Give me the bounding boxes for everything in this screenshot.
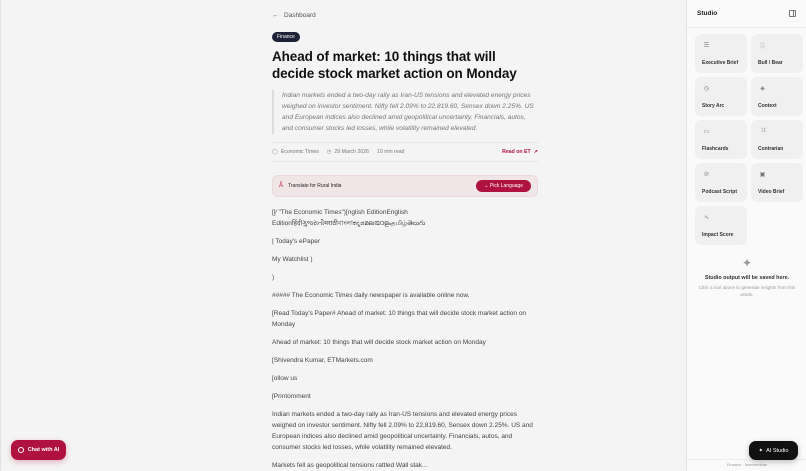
tool-flashcards[interactable]: ▭ Flashcards xyxy=(695,120,747,159)
article-body xyxy=(272,207,538,471)
translate-bar xyxy=(272,175,538,197)
document-icon: ☰ xyxy=(703,43,710,49)
magic-wand-icon: ✦ xyxy=(741,256,753,270)
activity-icon: ∿ xyxy=(703,215,710,221)
sparkle-icon: ✦ xyxy=(758,447,764,454)
body-paragraph: ##### The Economic Times daily newspaper is available online now. xyxy=(272,292,470,299)
tool-video-brief[interactable]: ▣ Video Brief xyxy=(751,163,803,202)
clock-icon: ◷ xyxy=(326,149,332,155)
chevron-down-icon: ⌄ xyxy=(484,183,489,189)
translate-label: Translate for Rural India xyxy=(288,183,342,189)
arrow-left-icon: ← xyxy=(272,12,279,19)
body-paragraph: []∕ "The Economic Times")[nglish EditionEnglish Editionहिंदीગુજરાતીमराठीবাংলাಕನ್ನಡമലയാളംதமிழ்తెలుగు xyxy=(272,209,426,227)
tool-impact-score[interactable]: ∿ Impact Score xyxy=(695,206,747,245)
user-icon: ◯ xyxy=(272,149,278,155)
category-badge: Finance xyxy=(272,32,300,42)
empty-title: Studio output will be saved here. xyxy=(704,275,790,281)
empty-subtitle: Click a tool above to generate insights from this article. xyxy=(698,285,796,297)
read-on-et-link[interactable]: Read on ET ↗ xyxy=(502,149,538,155)
studio-title: Studio xyxy=(697,10,718,17)
collapse-panel-icon[interactable] xyxy=(789,10,796,17)
date: ◷ 29 March 2026 xyxy=(326,149,370,155)
external-link-icon: ↗ xyxy=(533,149,538,155)
read-time: 10 min read xyxy=(377,149,405,155)
body-paragraph: [Read Today's Paper# Ahead of market: 10 things that will decide stock market action on Monday xyxy=(272,310,527,328)
pick-language-button[interactable]: ⌄ Pick Language xyxy=(476,180,531,192)
layers-icon: ◈ xyxy=(760,86,765,92)
book-open-icon: ▭ xyxy=(703,129,710,135)
ai-studio-button[interactable]: ✦ AI Studio xyxy=(749,441,798,460)
body-paragraph: [Shivendra Kumar, ETMarkets.com xyxy=(272,357,373,364)
source: ◯ Economic Times xyxy=(272,149,319,155)
back-to-dashboard-link[interactable] xyxy=(272,12,538,19)
body-paragraph: Ahead of market: 10 things that will decide stock market action on Monday xyxy=(272,339,486,346)
tool-story-arc[interactable]: ◷ Story Arc xyxy=(695,77,747,116)
studio-sidebar xyxy=(686,0,806,471)
body-paragraph: Markets fell as geopolitical tensions rattled Wall stak... xyxy=(272,462,428,469)
body-paragraph: [Printomment xyxy=(272,393,311,400)
tool-executive-brief[interactable]: ☰ Executive Brief xyxy=(695,34,747,73)
studio-tools xyxy=(695,34,803,245)
chat-bubble-icon xyxy=(18,447,24,453)
shuffle-icon: ⤨ xyxy=(760,128,765,134)
body-paragraph: [ollow us xyxy=(272,375,298,382)
article-summary: Indian markets ended a two-day rally as Iran-US tensions and elevated energy prices weighed on investor sentiment. Nifty fell 2.09% to 22,819.60, Sensex down 2.25%. US and European indices also declined amid geopolitical uncertainty. Financials, autos, and consumer stocks led losses, while volatility remained elevated. xyxy=(272,90,538,134)
bar-chart-icon: ░ xyxy=(760,42,765,49)
tool-contrarian[interactable]: ⤨ Contrarian xyxy=(751,120,803,159)
mic-icon: ℗ xyxy=(704,171,709,178)
tool-podcast-script[interactable]: ℗ Podcast Script xyxy=(695,163,747,202)
article xyxy=(272,0,538,471)
body-paragraph: My Watchlist ) xyxy=(272,256,313,263)
body-paragraph: | Today's ePaper xyxy=(272,238,320,245)
studio-empty-state xyxy=(687,256,806,298)
body-paragraph: Indian markets ended a two-day rally as Iran-US tensions and elevated energy prices weighed on investor sentiment. Nifty fell 2.09% to 22,819.60, Sensex down 2.25%. US and European indices also declined amid geopolitical uncertainty. Financials, autos, and consumer stocks led losses, while volatility remained elevated. xyxy=(272,411,533,451)
article-title: Ahead of market: 10 things that will decide stock market action on Monday xyxy=(272,49,517,81)
tool-context[interactable]: ◈ Context xyxy=(751,77,803,116)
back-label: Dashboard xyxy=(284,12,316,19)
studio-footer: Finance · Intermediate xyxy=(687,459,806,471)
body-paragraph: ) xyxy=(272,274,275,281)
article-meta xyxy=(272,142,538,162)
translate-icon: Å xyxy=(279,183,284,189)
tool-bull-bear[interactable]: ░ Bull / Bear xyxy=(751,34,803,73)
clock-icon: ◷ xyxy=(703,86,710,92)
studio-header xyxy=(687,0,806,28)
chat-with-ai-button[interactable]: Chat with AI xyxy=(11,440,66,460)
monitor-icon: ▣ xyxy=(759,172,766,178)
